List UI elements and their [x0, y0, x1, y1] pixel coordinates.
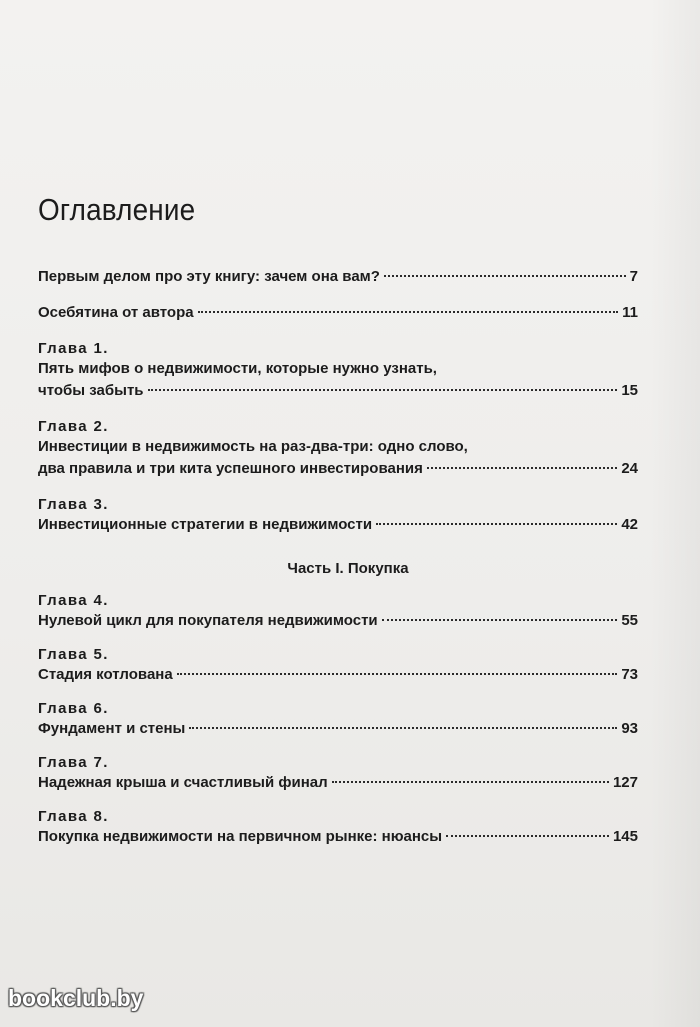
- toc-entry-page: 42: [621, 516, 638, 533]
- leader-dots: [376, 523, 617, 525]
- chapter-title-line: Инвестиционные стратегии в недвижимости: [38, 516, 373, 533]
- toc-entry-chapter-6: [38, 700, 638, 740]
- toc-entry-chapter-8: [38, 808, 638, 848]
- leader-dots: [177, 673, 618, 675]
- toc-entry-page: 7: [629, 268, 638, 285]
- page-edge-shadow: [650, 0, 700, 1027]
- toc-entry-page: 73: [621, 666, 638, 683]
- toc-entry-chapter-7: [38, 754, 638, 794]
- chapter-label: Глава 6.: [38, 700, 109, 717]
- leader-dots: [427, 467, 617, 469]
- chapter-title-line: Фундамент и стены: [38, 720, 186, 737]
- leader-dots: [198, 311, 619, 313]
- toc-entry-page: 145: [612, 828, 638, 845]
- toc-entry-title: Первым делом про эту книгу: зачем она вам?: [38, 268, 380, 285]
- toc-entry-chapter-2: [38, 418, 638, 480]
- toc-entry-page: 93: [621, 720, 638, 737]
- chapter-title-line: Пять мифов о недвижимости, которые нужно узнать,: [38, 360, 437, 377]
- toc-entry-page: 127: [612, 774, 638, 791]
- toc-entry-title: Осебятина от автора: [38, 304, 194, 321]
- chapter-label: Глава 7.: [38, 754, 109, 771]
- chapter-title-line: Стадия котлована: [38, 666, 173, 683]
- chapter-label: Глава 4.: [38, 592, 109, 609]
- toc-entry-page: 24: [621, 460, 638, 477]
- toc-title: Оглавление: [38, 192, 196, 227]
- chapter-title-line: чтобы забыть: [38, 382, 144, 399]
- toc-entry-chapter-3: [38, 496, 638, 536]
- toc-entry-chapter-4: [38, 592, 638, 632]
- toc-entry-page: 15: [621, 382, 638, 399]
- leader-dots: [446, 835, 609, 837]
- leader-dots: [189, 727, 617, 729]
- chapter-title-line: Надежная крыша и счастливый финал: [38, 774, 328, 791]
- chapter-label: Глава 3.: [38, 496, 109, 513]
- table-of-contents: [38, 266, 638, 848]
- leader-dots: [148, 389, 618, 391]
- toc-entry-chapter-5: [38, 646, 638, 686]
- chapter-label: Глава 2.: [38, 418, 109, 435]
- watermark-text: bookclub.by: [8, 985, 144, 1011]
- toc-entry-page: 55: [621, 612, 638, 629]
- chapter-title-line: Нулевой цикл для покупателя недвижимости: [38, 612, 378, 629]
- leader-dots: [382, 619, 618, 621]
- leader-dots: [384, 275, 626, 277]
- chapter-title-line: Покупка недвижимости на первичном рынке: нюансы: [38, 828, 443, 845]
- chapter-title-line: Инвестиции в недвижимость на раз-два-три: одно слово,: [38, 438, 468, 455]
- toc-entry-chapter-1: [38, 340, 638, 402]
- leader-dots: [332, 781, 609, 783]
- chapter-label: Глава 1.: [38, 340, 109, 357]
- toc-entry-page: 11: [622, 304, 638, 321]
- toc-entry-author-note: [38, 302, 638, 324]
- part-heading: Часть I. Покупка: [287, 560, 409, 577]
- chapter-label: Глава 8.: [38, 808, 109, 825]
- chapter-label: Глава 5.: [38, 646, 109, 663]
- toc-entry-intro: [38, 266, 638, 288]
- chapter-title-line: два правила и три кита успешного инвестирования: [38, 460, 423, 477]
